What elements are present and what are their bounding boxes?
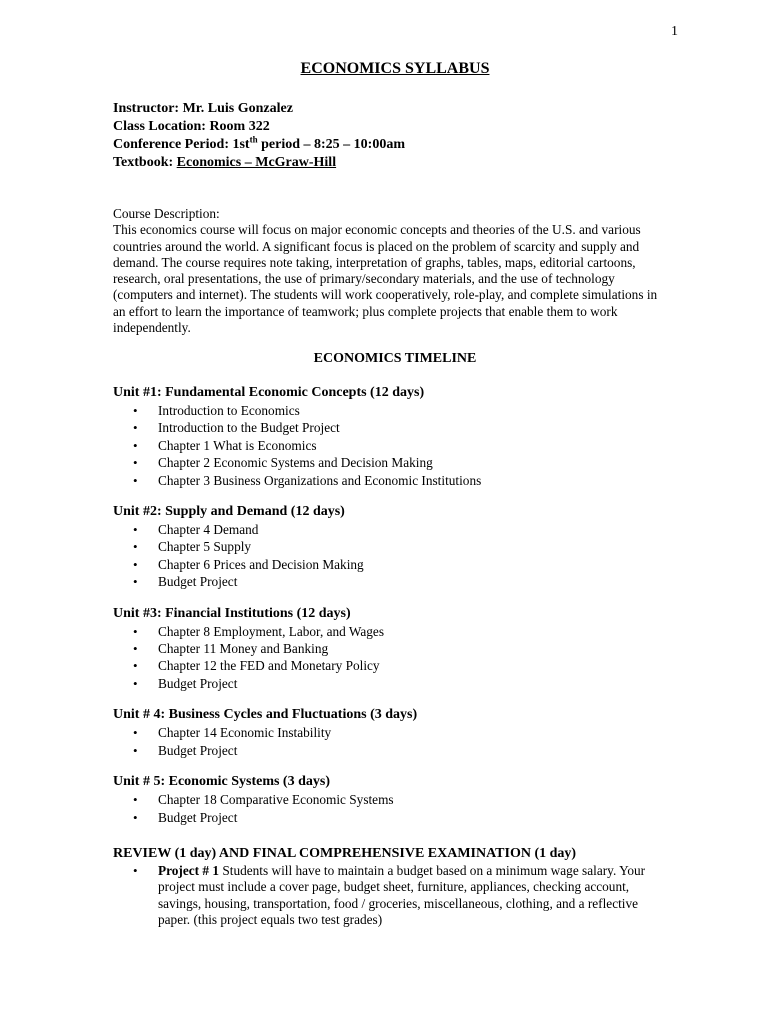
- page-number: 1: [671, 24, 678, 39]
- list-item: • Chapter 14 Economic Instability: [113, 724, 673, 741]
- textbook-label: Textbook:: [113, 155, 177, 170]
- unit-block: [113, 773, 673, 826]
- unit-block: [113, 503, 673, 591]
- project-label: Project # 1: [158, 863, 220, 878]
- textbook-title: Economics – McGraw-Hill: [176, 155, 337, 170]
- list-item: • Chapter 12 the FED and Monetary Policy: [113, 657, 673, 674]
- list-item: • Budget Project: [113, 742, 673, 759]
- unit-items: [113, 623, 673, 693]
- conference-time: period – 8:25 – 10:00am: [257, 137, 405, 152]
- location-line: Class Location: Room 322: [113, 119, 270, 134]
- list-item: • Chapter 5 Supply: [113, 538, 673, 555]
- list-item: • Introduction to the Budget Project: [113, 419, 673, 436]
- list-item: • Chapter 8 Employment, Labor, and Wages: [113, 623, 673, 640]
- list-item: • Budget Project: [113, 809, 673, 826]
- conference-superscript: th: [249, 134, 258, 145]
- unit-block: [113, 384, 673, 489]
- unit-title: Unit # 4: Business Cycles and Fluctuations (3 days): [113, 707, 418, 723]
- unit-block: [113, 706, 673, 759]
- list-item: • Chapter 6 Prices and Decision Making: [113, 556, 673, 573]
- course-info: [113, 100, 405, 172]
- list-item: • Chapter 3 Business Organizations and Economic Institutions: [113, 472, 673, 489]
- project-item: [113, 863, 673, 928]
- conference-line: [113, 136, 405, 154]
- list-item: • Budget Project: [113, 573, 673, 590]
- list-item: • Introduction to Economics: [113, 402, 673, 419]
- list-item: • Chapter 2 Economic Systems and Decision Making: [113, 454, 673, 471]
- units-list: [113, 384, 673, 840]
- conference-label: Conference Period: 1st: [113, 137, 250, 152]
- project-text: Students will have to maintain a budget based on a minimum wage salary. Your project must include a cover page, budget sheet, furniture, appliances, checking account, savings, housing, transportation, food / groceries, miscellaneous, clothing, and a reflective paper. (this project equals two test grades): [158, 863, 646, 927]
- review-section: [113, 845, 673, 928]
- unit-title: Unit #2: Supply and Demand (12 days): [113, 504, 345, 520]
- unit-items: [113, 791, 673, 826]
- unit-title: Unit #1: Fundamental Economic Concepts (12 days): [113, 385, 425, 400]
- unit-items: [113, 724, 673, 759]
- unit-title: Unit #3: Financial Institutions (12 days): [113, 605, 351, 621]
- description-text: This economics course will focus on major economic concepts and theories of the U.S. and various countries around the world. A significant focus is placed on the problem of scarcity and supply and demand. The course requires note taking, interpretation of graphs, tables, maps, editorial cartoons, research, oral presentations, the use of primary/secondary materials, and the use of technology (computers and internet). The students will work cooperatively, role-play, and complete simulations in an effort to learn the importance of teamwork; plus complete projects that enable them to work independently.: [113, 222, 658, 336]
- course-description: [113, 206, 673, 336]
- list-item: • Chapter 1 What is Economics: [113, 437, 673, 454]
- list-item: • Chapter 18 Comparative Economic Systems: [113, 791, 673, 808]
- review-heading: REVIEW (1 day) AND FINAL COMPREHENSIVE EXAMINATION (1 day): [113, 846, 577, 861]
- unit-block: [113, 605, 673, 693]
- description-heading: Course Description:: [113, 206, 220, 221]
- instructor-line: Instructor: Mr. Luis Gonzalez: [113, 101, 293, 116]
- unit-items: [113, 521, 673, 591]
- list-item: • Chapter 11 Money and Banking: [113, 640, 673, 657]
- textbook-line: [113, 154, 405, 172]
- unit-items: [113, 402, 673, 489]
- list-item: • Budget Project: [113, 675, 673, 692]
- timeline-heading: ECONOMICS TIMELINE: [313, 351, 477, 366]
- document-title: ECONOMICS SYLLABUS: [300, 60, 490, 77]
- unit-title: Unit # 5: Economic Systems (3 days): [113, 774, 330, 790]
- list-item: • Chapter 4 Demand: [113, 521, 673, 538]
